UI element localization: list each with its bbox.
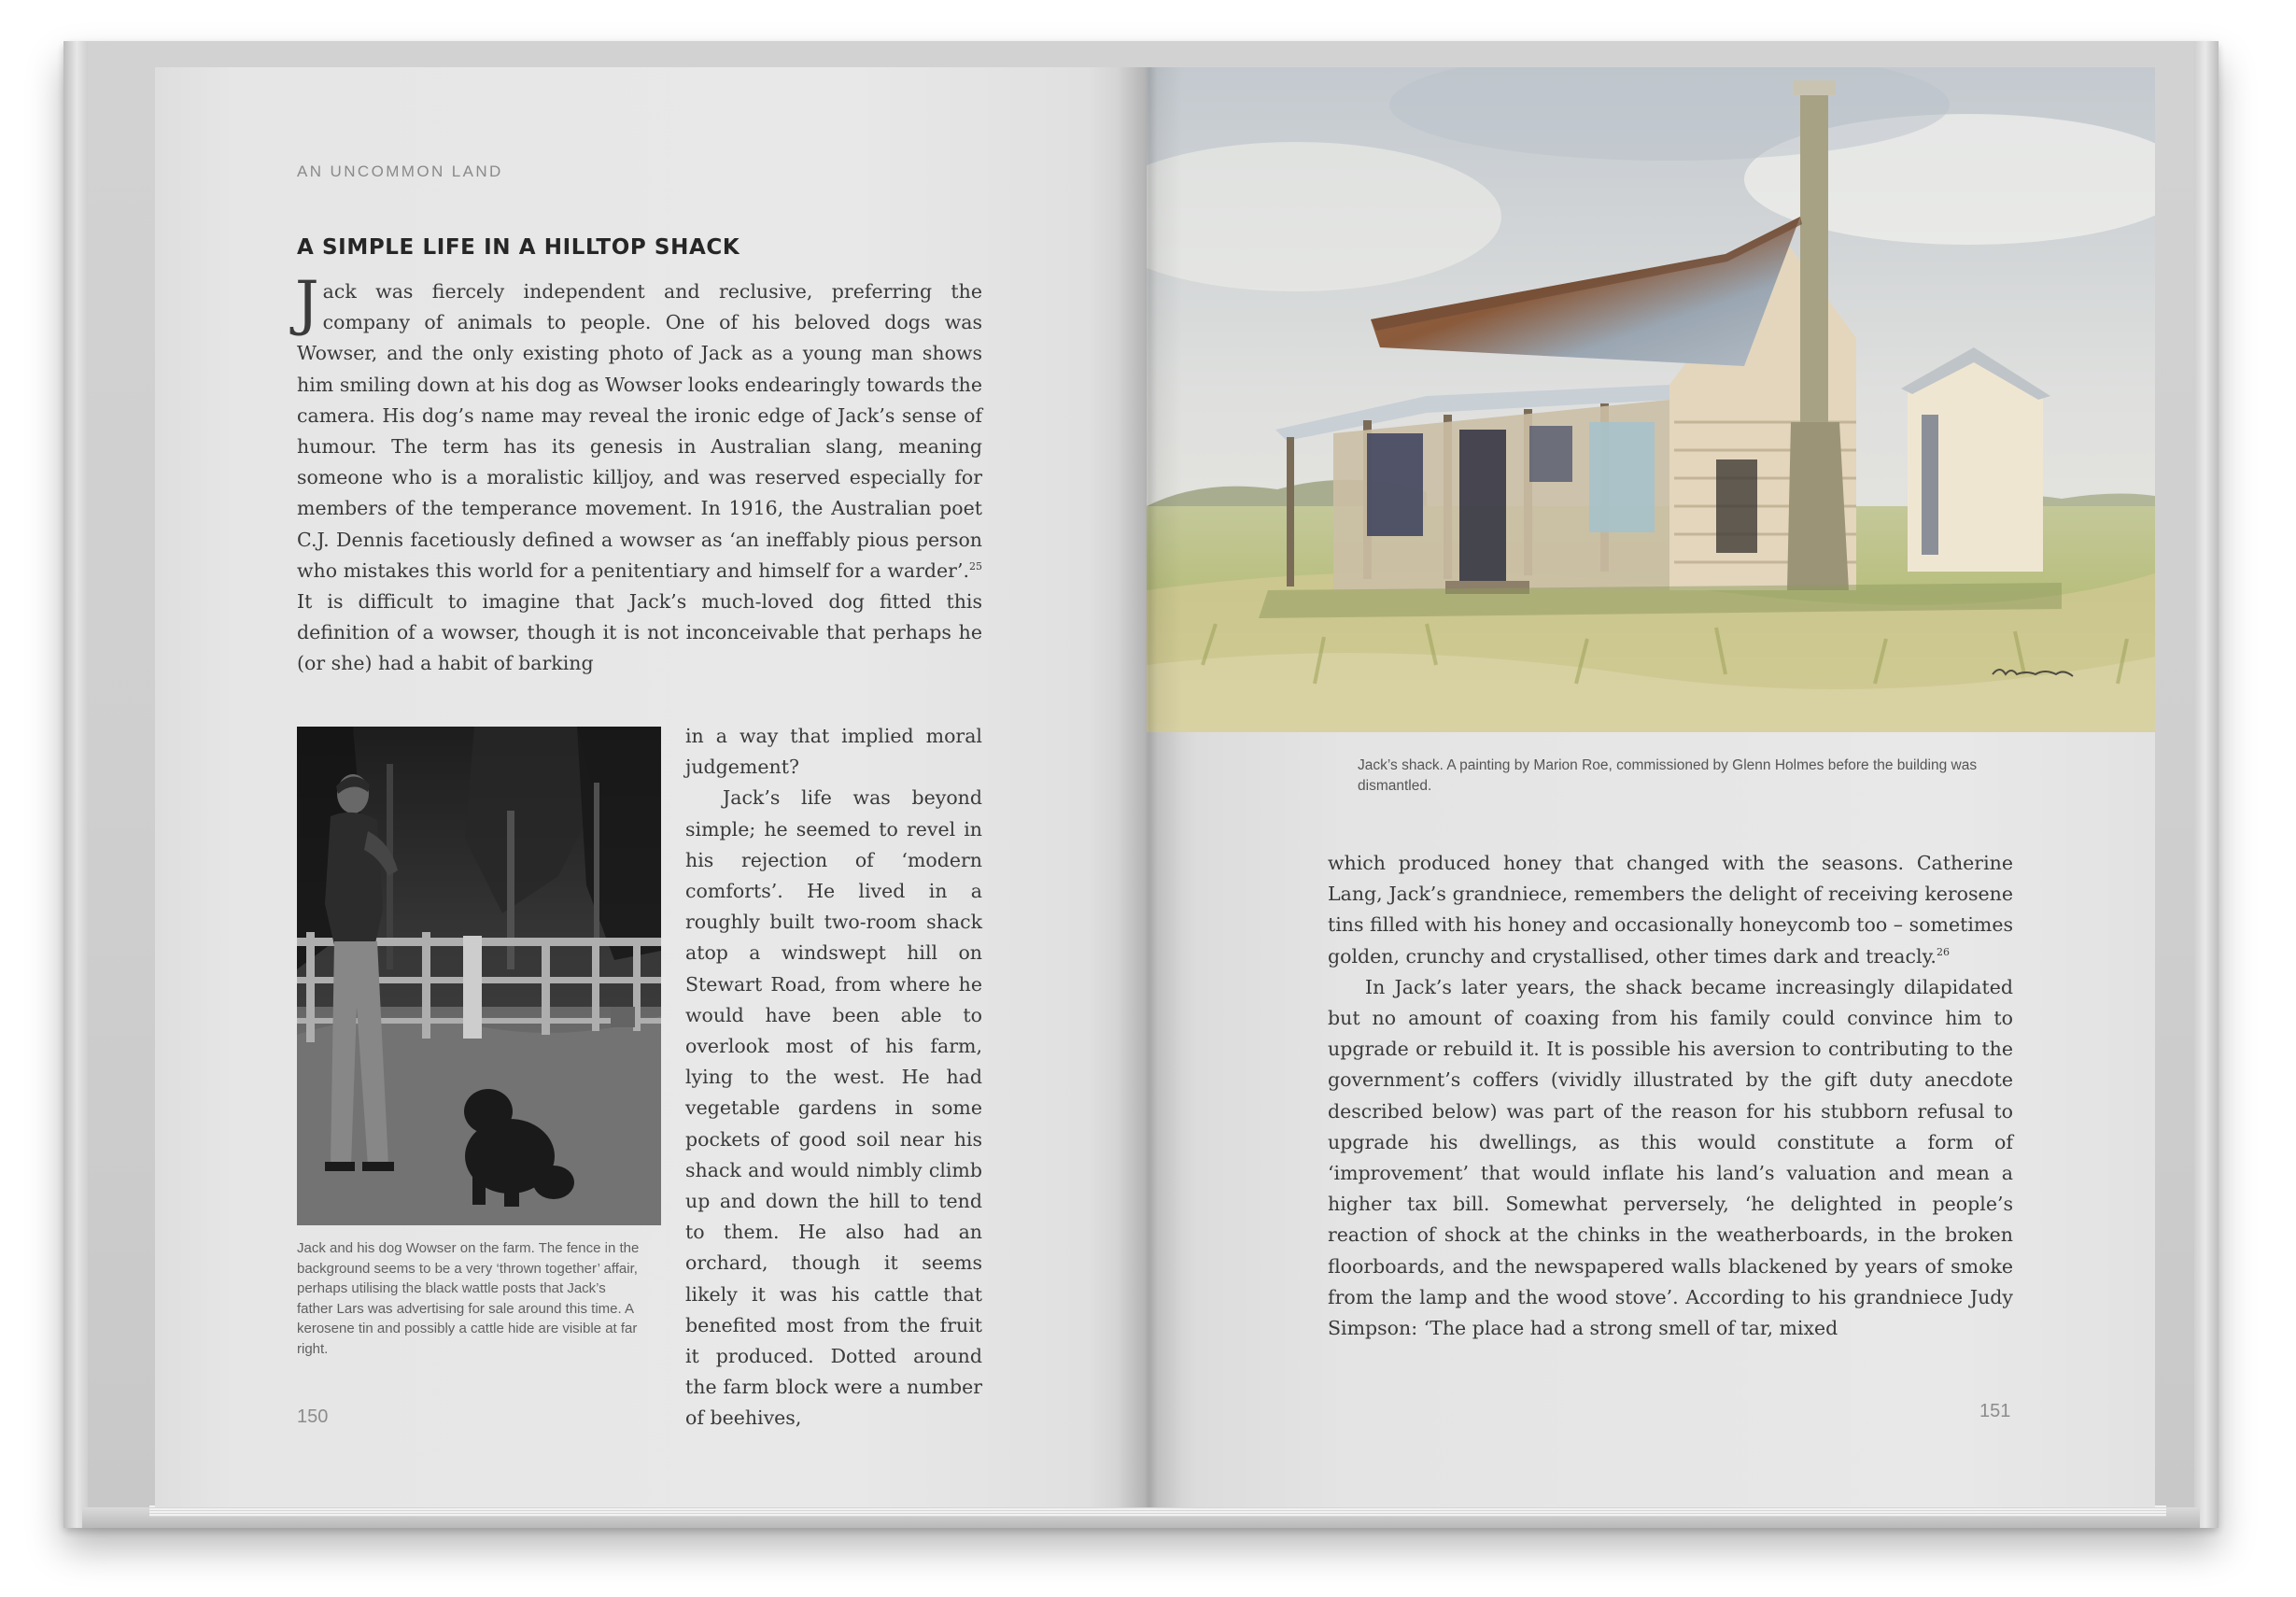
endnote-26: 26 (1936, 945, 1950, 958)
page-number-left: 150 (297, 1406, 329, 1427)
cover-edge-right (2194, 41, 2219, 1528)
photo-jack-and-wowser (297, 727, 661, 1225)
right-paragraph-1-text: which produced honey that changed with the seasons. Catherine Lang, Jack’s grandniece, remembers the delight of receiving kerosene tins filled with his honey and occasionally honeycomb too – sometimes golden, crunchy and crystallised, other times dark and treacly. (1328, 852, 2013, 968)
endnote-25: 25 (969, 560, 982, 572)
intro-text-part-2: It is difficult to imagine that Jack’s much-loved dog fitted this definition of a wowser, though it is not inconceivable that perhaps he (or she) had a habit of barking (297, 590, 982, 675)
photo-illustration (297, 727, 661, 1225)
right-paragraph-2: In Jack’s later years, the shack became increasingly dilapidated but no amount of coaxing from his family could convince him to upgrade or rebuild it. It is possible his aversion to contributing to the government’s coffers (vividly illustrated by the gift duty anecdote described below) was part of the reason for his stubborn refusal to upgrade his dwellings, as this would constitute a form of ‘improvement’ that would inflate his land’s valuation and mean a higher tax bill. Somewhat perversely, ‘he delighted in people’s reaction of shock at the chinks in the weatherboards, in the broken floorboards, and the newspapered walls blackened by years of smoke from the lamp and the wood stove’. According to his grandniece Judy Simpson: ‘The place had a strong smell of tar, mixed (1328, 975, 2013, 1340)
left-page (155, 67, 1147, 1507)
right-body-text (1328, 848, 2013, 1344)
drop-cap: J (295, 269, 319, 338)
painting-caption: Jack’s shack. A painting by Marion Roe, commissioned by Glenn Holmes before the building was dismantled. (1358, 757, 1978, 794)
photo-caption: Jack and his dog Wowser on the farm. The fence in the background seems to be a very ‘thrown together’ affair, perhaps utilising the black wattle posts that Jack’s father Lars was advertising for sale around this time. A kerosene tin and possibly a cattle hide are visible at far right. (297, 1240, 640, 1357)
watercolor-painting-shack (1147, 67, 2155, 732)
intro-paragraph (295, 269, 982, 680)
page-number-right: 151 (1979, 1401, 2011, 1421)
section-heading: A SIMPLE LIFE IN A HILLTOP SHACK (297, 235, 740, 260)
right-page (1147, 67, 2155, 1507)
column-text (685, 721, 982, 1434)
running-head: AN UNCOMMON LAND (297, 163, 503, 180)
cover-edge-left (63, 41, 88, 1528)
column-paragraph-1: in a way that implied moral judgement? (685, 725, 982, 779)
intro-text-part-1: ack was fiercely independent and reclusive, preferring the company of animals to people. One of his beloved dogs was Wowser, and the only existing photo of Jack as a young man shows him smiling down at his dog as Wowser looks endearingly towards the camera. His dog’s name may reveal the ironic edge of Jack’s sense of humour. The term has its genesis in Australian slang, meaning someone who is a moralistic killjoy, and was reserved especially for members of the temperance movement. In 1916, the Australian poet C.J. Dennis facetiously defined a wowser as ‘an ineffably pious person who mistakes this world for a penitentiary and himself for a warder’. (297, 280, 982, 582)
right-paragraph-1 (1328, 848, 2013, 972)
column-paragraph-2: Jack’s life was beyond simple; he seemed to revel in his rejection of ‘modern comforts’. He lived in a roughly built two-room shack atop a windswept hill on Stewart Road, from where he would have been able to overlook most of his farm, lying to the west. He had vegetable gardens in some pockets of good soil near his shack and would nimbly climb up and down the hill to tend to them. He also had an orchard, though it seems likely it was his cattle that benefited most from the fruit it produced. Dotted around the farm block were a number of beehives, (685, 786, 982, 1430)
painting-illustration (1147, 67, 2155, 732)
